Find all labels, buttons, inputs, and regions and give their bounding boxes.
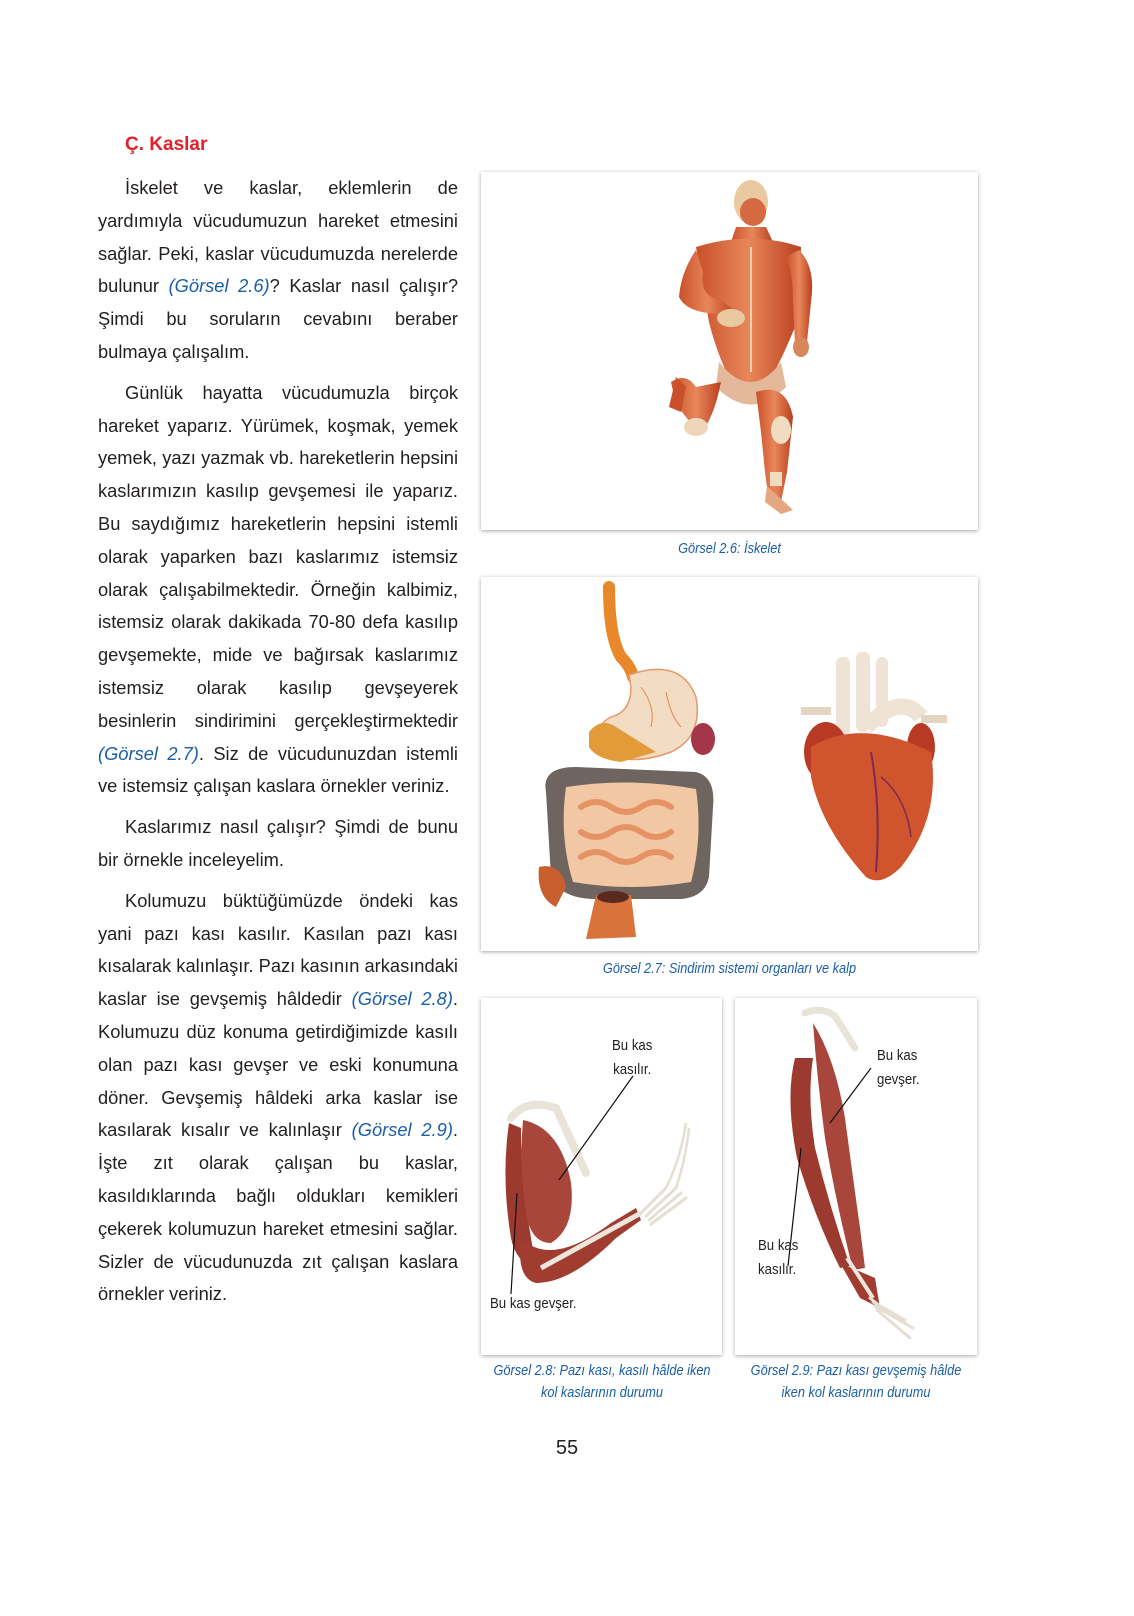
label-contracts	[758, 1234, 798, 1282]
figure-2-9-caption	[738, 1360, 974, 1404]
figure-reference-2-9[interactable]: (Görsel 2.9)	[351, 1119, 453, 1141]
text-segment: Kolumuzu büktüğümüzde öndeki kas yani pazı kası kasılır. Kasılan pazı kası kısalarak kalınlaşır. Pazı kasının arkasındaki kaslar ise gevşemiş hâldedir	[98, 889, 458, 1010]
figure-2-6	[481, 172, 978, 530]
paragraph-1	[98, 172, 458, 369]
paragraph-2	[98, 377, 458, 803]
label-line: kasılır.	[613, 1061, 652, 1078]
text-segment: . İşte zıt olarak çalışan bu kaslar, kasıldıklarında bağlı oldukları kemikleri çekerek kolumuzun hareket etmesini sağlar. Sizler de vücudunuzda zıt çalışan kaslara örnekler veriniz.	[98, 1119, 459, 1305]
figure-2-8	[481, 998, 722, 1355]
caption-line: Görsel 2.8: Pazı kası, kasılı hâlde iken	[493, 1363, 711, 1379]
paragraph-4	[98, 885, 458, 1311]
text-segment: ? Kaslar nasıl çalışır? Şimdi bu soruların cevabını beraber bulmaya çalışalım.	[98, 275, 458, 362]
text-segment: . Siz de vücudunuzdan istemli ve istemsiz çalışan kaslara örnekler veriniz.	[98, 742, 458, 797]
figure-2-9	[735, 998, 977, 1355]
text-segment: İskelet ve kaslar, eklemlerin de yardımıyla vücudumuzun hareket etmesini sağlar. Peki, kaslar vücudumuzda nerelerde bulunur	[98, 177, 458, 297]
paragraph-3	[98, 811, 458, 877]
text-segment: . Kolumuzu düz konuma getirdiğimizde kasılı olan pazı kası gevşer ve eski konumuna döner. Gevşemiş hâldeki arka kaslar ise kasılarak kısalır ve kalınlaşır	[98, 988, 458, 1141]
page-number: 55	[555, 1437, 579, 1459]
label-line: gevşer.	[877, 1071, 920, 1088]
label-line: Bu kas	[758, 1237, 799, 1254]
digestive-system-model	[539, 587, 715, 939]
figure-2-7-caption: Görsel 2.7: Sindirim sistemi organları ve kalp	[602, 961, 857, 977]
body-text-column	[98, 172, 458, 1319]
figure-2-6-caption: Görsel 2.6: İskelet	[678, 541, 781, 557]
straight-arm-muscle-illustration	[735, 998, 977, 1355]
section-heading: Ç. Kaslar	[125, 134, 208, 155]
caption-line: iken kol kaslarının durumu	[781, 1385, 931, 1401]
text-segment: Günlük hayatta vücudumuzla birçok hareket yaparız. Yürümek, koşmak, yemek yemek, yazı yazmak vb. hareketlerin hepsini kaslarımızın kasılıp gevşemesi ile yaparız. Bu saydığımız hareketlerin hepsini istemli olarak yaparken bazı kaslarımız istemsiz olarak çalışabilmektedir. Örneğin kalbimiz, istemsiz olarak dakikada 70-80 defa kasılıp gevşemekte, mide ve bağırsak kaslarımız istemsiz olarak kasılıp gevşeyerek besinlerin sindirimini gerçekleştirmektedir	[98, 381, 458, 731]
figure-reference-2-6[interactable]: (Görsel 2.6)	[168, 275, 270, 297]
figure-2-7	[481, 577, 978, 951]
figure-reference-2-8[interactable]: (Görsel 2.8)	[351, 988, 453, 1010]
label-relaxes: Bu kas gevşer.	[490, 1295, 577, 1312]
muscular-runner-illustration	[481, 172, 978, 530]
figure-reference-2-7[interactable]: (Görsel 2.7)	[98, 742, 199, 764]
label-line: Bu kas	[877, 1047, 918, 1064]
label-line: kasılır.	[758, 1261, 797, 1278]
caption-line: kol kaslarının durumu	[541, 1385, 663, 1401]
label-contracts	[612, 1034, 652, 1082]
figure-2-8-caption	[484, 1360, 720, 1404]
text-segment: Kaslarımız nasıl çalışır? Şimdi de bunu bir örnekle inceleyelim.	[98, 816, 458, 870]
label-line: Bu kas	[612, 1037, 653, 1054]
label-relaxes	[877, 1044, 920, 1092]
caption-line: Görsel 2.9: Pazı kası gevşemiş hâlde	[750, 1363, 962, 1379]
heart-model	[801, 652, 947, 880]
